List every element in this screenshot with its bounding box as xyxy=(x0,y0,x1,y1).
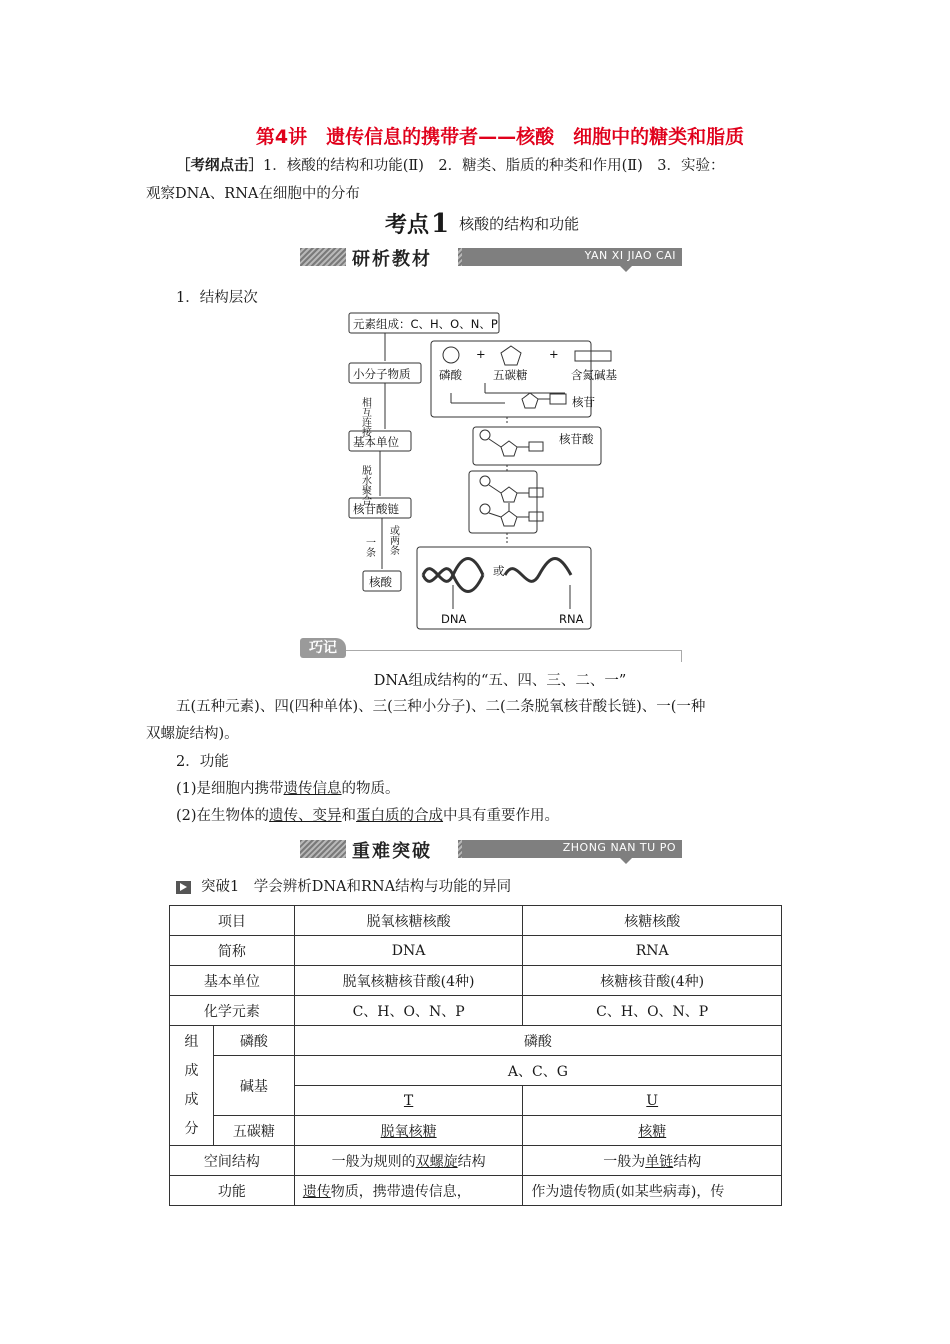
chevron-down-icon xyxy=(620,266,632,272)
banner-study-cn: 研析教材 xyxy=(352,249,432,270)
cell-text: 结构 xyxy=(673,1153,702,1170)
table-cell: 碱基 xyxy=(213,1056,294,1116)
diagram-base: 含氮碱基 xyxy=(571,368,617,382)
table-row xyxy=(170,936,782,966)
function-2-underline-2: 蛋白质的合成 xyxy=(356,808,444,824)
diagram-link2: 脱水聚合 xyxy=(359,465,371,505)
table-cell: 简称 xyxy=(170,936,295,966)
table-cell: 磷酸 xyxy=(213,1026,294,1056)
diagram-link1: 相互连接 xyxy=(359,397,371,437)
diagram-phosphate: 磷酸 xyxy=(439,368,462,382)
play-icon xyxy=(176,881,191,894)
function-2-post: 中具有重要作用。 xyxy=(443,808,560,824)
banner-study-en: YAN XI JIAO CAI xyxy=(584,249,676,262)
table-cell: 核糖核苷酸(4种) xyxy=(523,966,782,996)
table-cell: 核糖 xyxy=(523,1116,782,1146)
comp-char: 成 xyxy=(184,1091,199,1108)
banner-study xyxy=(300,244,682,270)
kaodian-number: 1 xyxy=(431,208,450,239)
function-1-post: 的物质。 xyxy=(341,781,400,797)
kaodian-topic: 核酸的结构和功能 xyxy=(459,215,580,233)
diagram-nucleoside: 核苷 xyxy=(572,395,595,409)
mnemonic-line2: 双螺旋结构)。 xyxy=(146,726,239,742)
table-cell: T xyxy=(294,1086,523,1116)
table-cell: 五碳糖 xyxy=(213,1116,294,1146)
table-cell: 脱氧核糖核苷酸(4种) xyxy=(294,966,523,996)
table-cell: DNA xyxy=(294,936,523,966)
mnemonic-tag: 巧记 xyxy=(300,638,346,658)
table-cell: 化学元素 xyxy=(170,996,295,1026)
diagram-plus-1: + xyxy=(476,347,486,361)
section-function: 2．功能 xyxy=(176,754,229,770)
banner-breakthrough-en: ZHONG NAN TU PO xyxy=(562,841,676,854)
diagram-dna: DNA xyxy=(441,612,467,626)
table-cell: 磷酸 xyxy=(294,1026,781,1056)
table-row xyxy=(170,996,782,1026)
kaodian-heading xyxy=(385,208,579,239)
table-cell: 脱氧核糖 xyxy=(294,1116,523,1146)
table-cell: 脱氧核糖核酸 xyxy=(294,906,523,936)
outline-label: ［考纲点击］ xyxy=(176,157,263,174)
table-cell: 功能 xyxy=(170,1176,295,1206)
function-1-underline: 遗传信息 xyxy=(283,781,342,797)
breakthrough-text: 突破1 学会辨析DNA和RNA结构与功能的异同 xyxy=(201,879,512,895)
cell-underline: 双螺旋 xyxy=(415,1153,458,1170)
function-2 xyxy=(176,803,559,829)
comp-char: 组 xyxy=(184,1033,199,1050)
table-row xyxy=(170,1056,782,1086)
banner-breakthrough-cn: 重难突破 xyxy=(352,841,432,862)
table-cell: C、H、O、N、P xyxy=(523,996,782,1026)
cell-text: 一般为规则的 xyxy=(331,1153,416,1170)
diagram-or: 或 xyxy=(493,564,505,578)
table-row xyxy=(170,966,782,996)
diagram-plus-2: + xyxy=(549,347,559,361)
diagram-one: 一条 xyxy=(363,537,375,557)
breakthrough-heading xyxy=(176,874,511,900)
comparison-table xyxy=(169,905,782,1206)
table-cell: 空间结构 xyxy=(170,1146,295,1176)
table-cell xyxy=(523,1146,782,1176)
cell-underline: 遗传 xyxy=(302,1183,331,1200)
diagram-small: 小分子物质 xyxy=(353,367,411,381)
mnemonic-line1: 五(五种元素)、四(四种单体)、三(三种小分子)、二(二条脱氧核苷酸长链)、一(一种 xyxy=(176,699,706,715)
outline-line2: 观察DNA、RNA在细胞中的分布 xyxy=(146,186,360,202)
table-row xyxy=(170,1026,782,1056)
table-row xyxy=(170,1146,782,1176)
function-2-pre: (2)在生物体的 xyxy=(176,808,270,824)
nucleic-structure-diagram xyxy=(345,313,617,633)
table-row xyxy=(170,1176,782,1206)
function-1-pre: (1)是细胞内携带 xyxy=(176,781,284,797)
diagram-elements: 元素组成：C、H、O、N、P xyxy=(353,317,498,331)
function-2-underline-1: 遗传、变异 xyxy=(269,808,342,824)
table-cell xyxy=(294,1176,523,1206)
table-cell: 作为遗传物质(如某些病毒)，传 xyxy=(523,1176,782,1206)
diagram-nucleotide: 核苷酸 xyxy=(559,432,594,446)
cell-text: 物质，携带遗传信息， xyxy=(330,1183,471,1200)
table-cell: RNA xyxy=(523,936,782,966)
table-row xyxy=(170,906,782,936)
table-row xyxy=(170,1116,782,1146)
table-cell: 核糖核酸 xyxy=(523,906,782,936)
chevron-down-icon xyxy=(620,858,632,864)
table-cell: A、C、G xyxy=(294,1056,781,1086)
cell-text: 结构 xyxy=(457,1153,486,1170)
outline-line1 xyxy=(176,153,836,179)
table-cell-composition xyxy=(170,1026,214,1146)
function-1 xyxy=(176,776,400,802)
table-cell: 基本单位 xyxy=(170,966,295,996)
kaodian-prefix: 考点 xyxy=(385,213,430,238)
diagram-or-two: 或两条 xyxy=(387,525,399,555)
section-structure: 1．结构层次 xyxy=(176,290,258,306)
function-2-mid: 和 xyxy=(341,808,357,824)
cell-underline: 单链 xyxy=(645,1153,674,1170)
table-cell xyxy=(294,1146,523,1176)
diagram-basic: 基本单位 xyxy=(353,435,399,449)
cell-text: 一般为 xyxy=(603,1153,646,1170)
table-cell: U xyxy=(523,1086,782,1116)
comp-char: 分 xyxy=(184,1120,199,1137)
diagram-sugar: 五碳糖 xyxy=(493,368,528,382)
banner-breakthrough xyxy=(300,836,682,862)
comp-char: 成 xyxy=(184,1062,199,1079)
diagram-rna: RNA xyxy=(559,612,584,626)
diagram-nucleic: 核酸 xyxy=(369,575,392,589)
mnemonic-box xyxy=(300,636,682,666)
outline-text: 1．核酸的结构和功能(Ⅱ) 2．糖类、脂质的种类和作用(Ⅱ) 3．实验： xyxy=(263,158,725,174)
diagram-chain: 核苷酸链 xyxy=(353,502,399,516)
page-title: 第4讲 遗传信息的携带者——核酸 细胞中的糖类和脂质 xyxy=(255,126,745,148)
table-cell: 项目 xyxy=(170,906,295,936)
table-cell: C、H、O、N、P xyxy=(294,996,523,1026)
mnemonic-title: DNA组成结构的“五、四、三、二、一” xyxy=(373,673,627,689)
